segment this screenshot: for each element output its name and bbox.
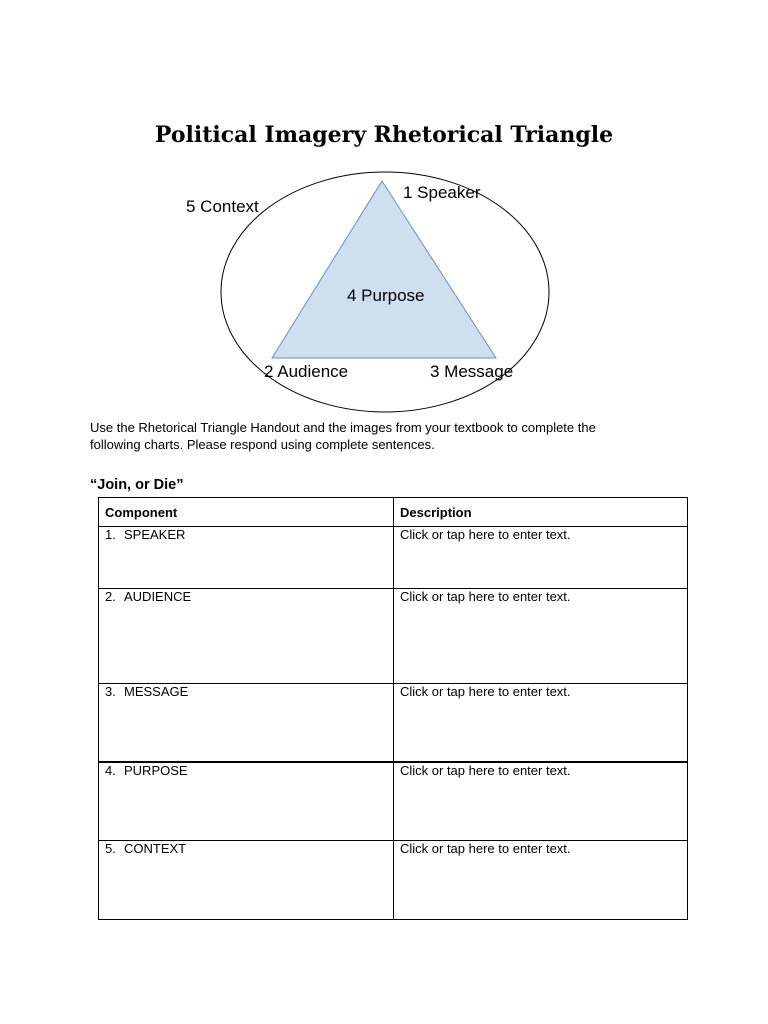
row-number: 5. — [105, 841, 116, 856]
component-column-header: Component — [99, 498, 394, 527]
description-field[interactable]: Click or tap here to enter text. — [394, 589, 688, 684]
context-label: 5 Context — [186, 197, 259, 216]
table-row — [99, 841, 688, 920]
row-number: 4. — [105, 762, 116, 778]
table-header-row — [99, 498, 688, 527]
rhetorical-triangle — [272, 181, 496, 358]
description-field[interactable]: Click or tap here to enter text. — [394, 527, 688, 589]
description-field[interactable]: Click or tap here to enter text. — [394, 762, 688, 841]
speaker-label: 1 Speaker — [403, 183, 481, 202]
rhetoric-chart-table — [98, 497, 688, 920]
audience-label: 2 Audience — [264, 362, 349, 381]
component-label: CONTEXT — [124, 841, 187, 856]
component-label: PURPOSE — [124, 762, 188, 778]
table-row — [99, 527, 688, 589]
description-column-header: Description — [394, 498, 688, 527]
table-row — [99, 684, 688, 762]
description-field[interactable]: Click or tap here to enter text. — [394, 684, 688, 762]
row-number: 3. — [105, 684, 116, 699]
component-label: SPEAKER — [124, 527, 186, 542]
instructions-text: Use the Rhetorical Triangle Handout and the images from your textbook to complete the following charts. Please respond using complete sentences. — [90, 420, 596, 452]
component-cell — [99, 762, 394, 841]
component-label: MESSAGE — [124, 684, 189, 699]
description-field[interactable]: Click or tap here to enter text. — [394, 841, 688, 920]
component-cell — [99, 841, 394, 920]
section-heading: “Join, or Die” — [90, 477, 184, 493]
component-label: AUDIENCE — [124, 589, 192, 604]
table-row — [99, 762, 688, 841]
table-row — [99, 589, 688, 684]
row-number: 2. — [105, 589, 116, 604]
component-cell — [99, 684, 394, 762]
page-title: Political Imagery Rhetorical Triangle — [154, 122, 614, 148]
purpose-label: 4 Purpose — [347, 286, 425, 305]
component-cell — [99, 527, 394, 589]
message-label: 3 Message — [430, 362, 514, 381]
component-cell — [99, 589, 394, 684]
row-number: 1. — [105, 527, 116, 542]
rhetorical-triangle-diagram — [0, 168, 768, 420]
